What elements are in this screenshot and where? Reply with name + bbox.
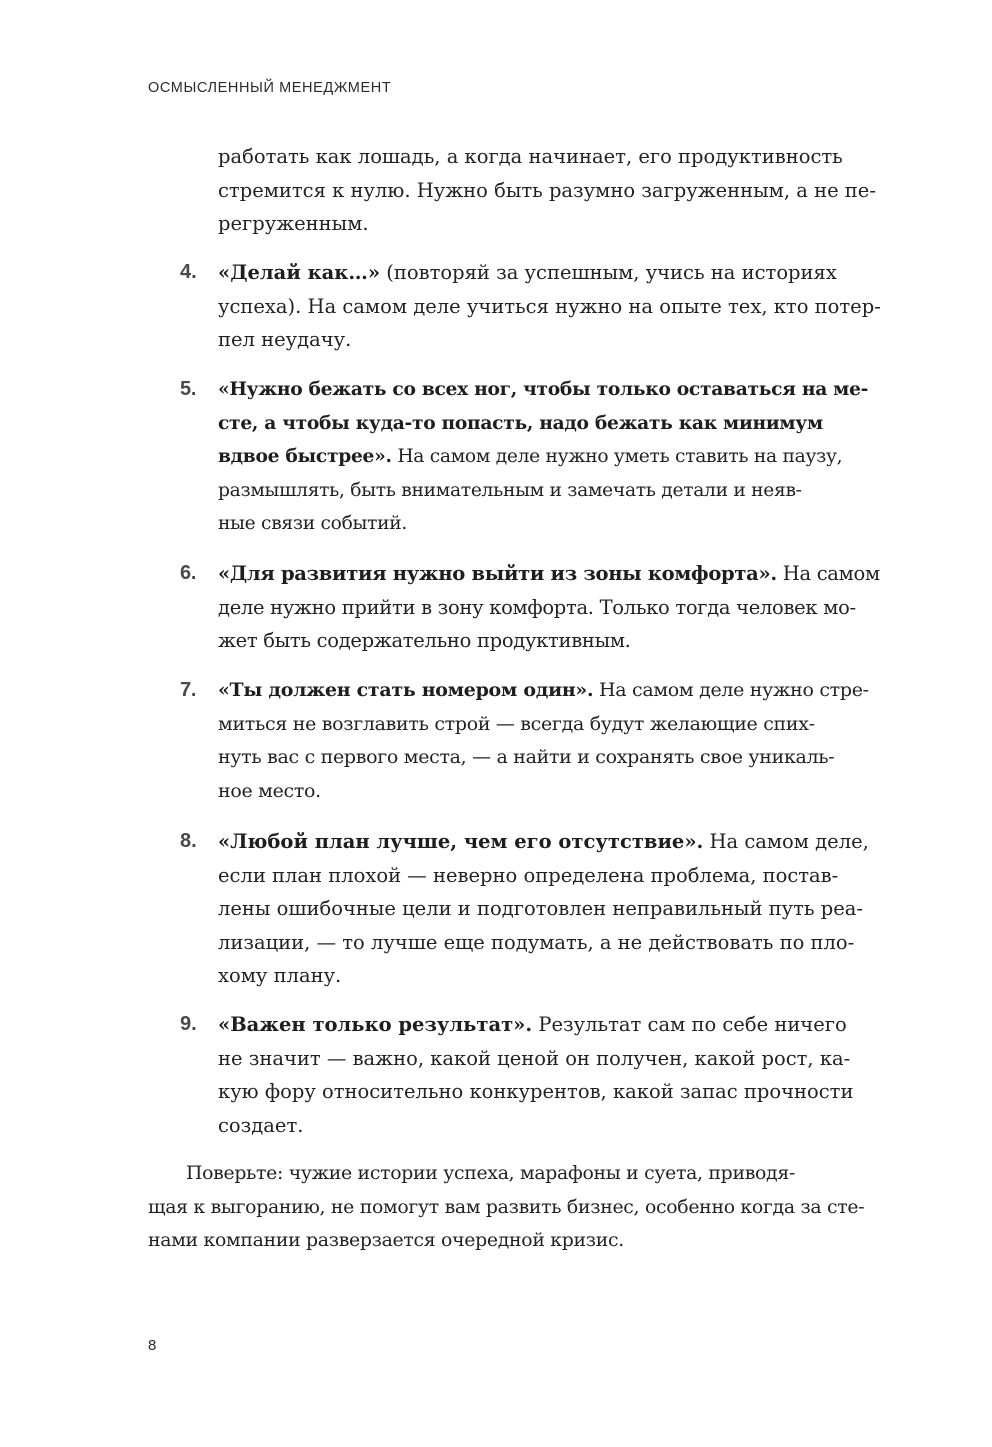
text-line: Результат сам по себе ничего [532, 1013, 847, 1036]
text-line: не значит — важно, какой ценой он получен, какой рост, ка- [218, 1046, 851, 1070]
item-number: 8. [180, 830, 197, 852]
list-item-4 [180, 256, 881, 357]
text-line: нами компании разверзается очередной кризис. [148, 1230, 624, 1252]
list-item-9 [180, 1008, 854, 1142]
text-line: миться не возглавить строй — всегда будут желающие спих- [218, 712, 815, 735]
item-bold-lead: «Ты должен стать номером один». [218, 679, 594, 701]
list-item-8 [180, 825, 869, 993]
item-bold-lead: сте, а чтобы куда-то попасть, надо бежать как минимум [218, 411, 823, 434]
text-line: На самом [776, 562, 880, 585]
text-line: жет быть содержательно продуктивным. [218, 629, 631, 653]
text-line: щая к выгоранию, не помогут вам развить бизнес, особенно когда за сте- [148, 1196, 865, 1218]
conclusion-paragraph [148, 1157, 864, 1258]
list-item-6 [180, 557, 880, 658]
text-line: если план плохой — неверно определена проблема, постав- [218, 863, 839, 887]
text-line: Поверьте: чужие истории успеха, марафоны и суета, приводя- [186, 1163, 796, 1184]
text-line: нуть вас с первого места, — а найти и сохранять свое уникаль- [218, 746, 835, 769]
continuation-paragraph [218, 140, 876, 241]
text-line: кую фору относительно конкурентов, какой запас прочности [218, 1080, 854, 1104]
text-line: На самом деле нужно уметь ставить на паузу, [391, 446, 843, 468]
item-bold-lead: «Нужно бежать со всех ног, чтобы только оставаться на ме- [218, 378, 869, 400]
text-line: лены ошибочные цели и подготовлен неправильный путь реа- [218, 897, 863, 921]
text-line: пел неудачу. [218, 328, 352, 352]
text-line: создает. [218, 1113, 304, 1137]
text-line: деле нужно прийти в зону комфорта. Только тогда человек мо- [218, 595, 856, 619]
item-number: 9. [180, 1013, 197, 1035]
list-item-7 [180, 674, 869, 808]
item-bold-lead: «Для развития нужно выйти из зоны комфорта». [218, 562, 777, 585]
text-line: регруженным. [218, 212, 369, 236]
item-bold-lead: вдвое быстрее». [218, 445, 392, 468]
text-line: ное место. [218, 779, 321, 802]
text-line: хому плану. [218, 964, 342, 988]
item-number: 5. [180, 378, 197, 400]
text-line: работать как лошадь, а когда начинает, его продуктивность [218, 145, 843, 168]
text-line: На самом деле, [703, 830, 869, 853]
page-number: 8 [148, 1337, 157, 1354]
text-line: На самом деле нужно стре- [593, 679, 869, 701]
text-line: успеха). На самом деле учиться нужно на опыте тех, кто потер- [218, 294, 881, 318]
running-title: ОСМЫСЛЕННЫЙ МЕНЕДЖМЕНТ [148, 80, 392, 96]
item-bold-lead: «Любой план лучше, чем его отсутствие». [218, 830, 704, 853]
text-line: размышлять, быть внимательным и замечать детали и неяв- [218, 479, 802, 501]
text-line: (повторяй за успешным, учись на историях [380, 261, 837, 284]
item-number: 6. [180, 562, 197, 584]
text-line: лизации, — то лучше еще подумать, а не действовать по пло- [218, 930, 855, 954]
item-number: 7. [180, 679, 197, 701]
list-item-5 [180, 373, 869, 541]
text-line: стремится к нулю. Нужно быть разумно загруженным, а не пе- [218, 178, 876, 202]
item-bold-lead: «Важен только результат». [218, 1013, 533, 1036]
item-number: 4. [180, 261, 197, 283]
item-bold-lead: «Делай как…» [218, 261, 381, 284]
text-line: ные связи событий. [218, 513, 407, 535]
